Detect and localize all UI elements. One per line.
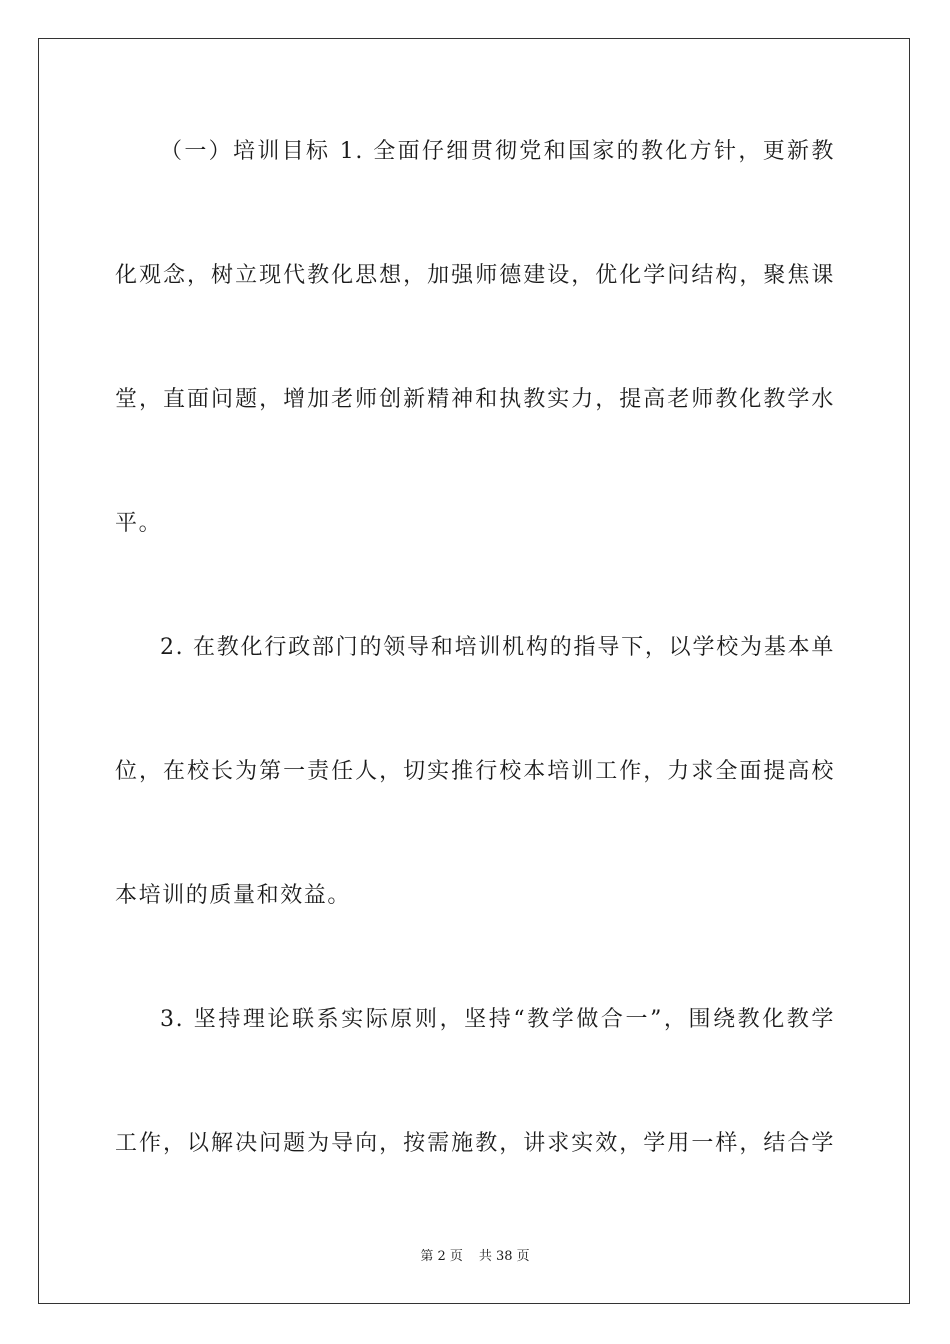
paragraph-1-line-3: 堂，直面问题，增加老师创新精神和执教实力，提高老师教化教学水 xyxy=(115,387,835,412)
paragraph-2-line-2: 位，在校长为第一责任人，切实推行校本培训工作，力求全面提高校 xyxy=(115,759,835,784)
paragraph-3-line-2: 工作，以解决问题为导向，按需施教，讲求实效，学用一样，结合学 xyxy=(115,1131,835,1156)
paragraph-1-line-2: 化观念，树立现代教化思想，加强师德建设，优化学问结构，聚焦课 xyxy=(115,263,835,288)
paragraph-2-line-3: 本培训的质量和效益。 xyxy=(115,883,352,908)
paragraph-1-line-1: （一）培训目标 1. 全面仔细贯彻党和国家的教化方针，更新教 xyxy=(160,139,835,164)
page-number: 第 2 页 xyxy=(420,1249,463,1264)
page-border xyxy=(38,38,910,1304)
paragraph-2-line-1: 2. 在教化行政部门的领导和培训机构的指导下，以学校为基本单 xyxy=(160,635,835,660)
page-footer xyxy=(0,1248,950,1266)
page-total: 共 38 页 xyxy=(478,1249,530,1264)
paragraph-3-line-1: 3. 坚持理论联系实际原则，坚持“教学做合一”，围绕教化教学 xyxy=(160,1007,835,1032)
paragraph-1-line-4: 平。 xyxy=(115,511,163,536)
